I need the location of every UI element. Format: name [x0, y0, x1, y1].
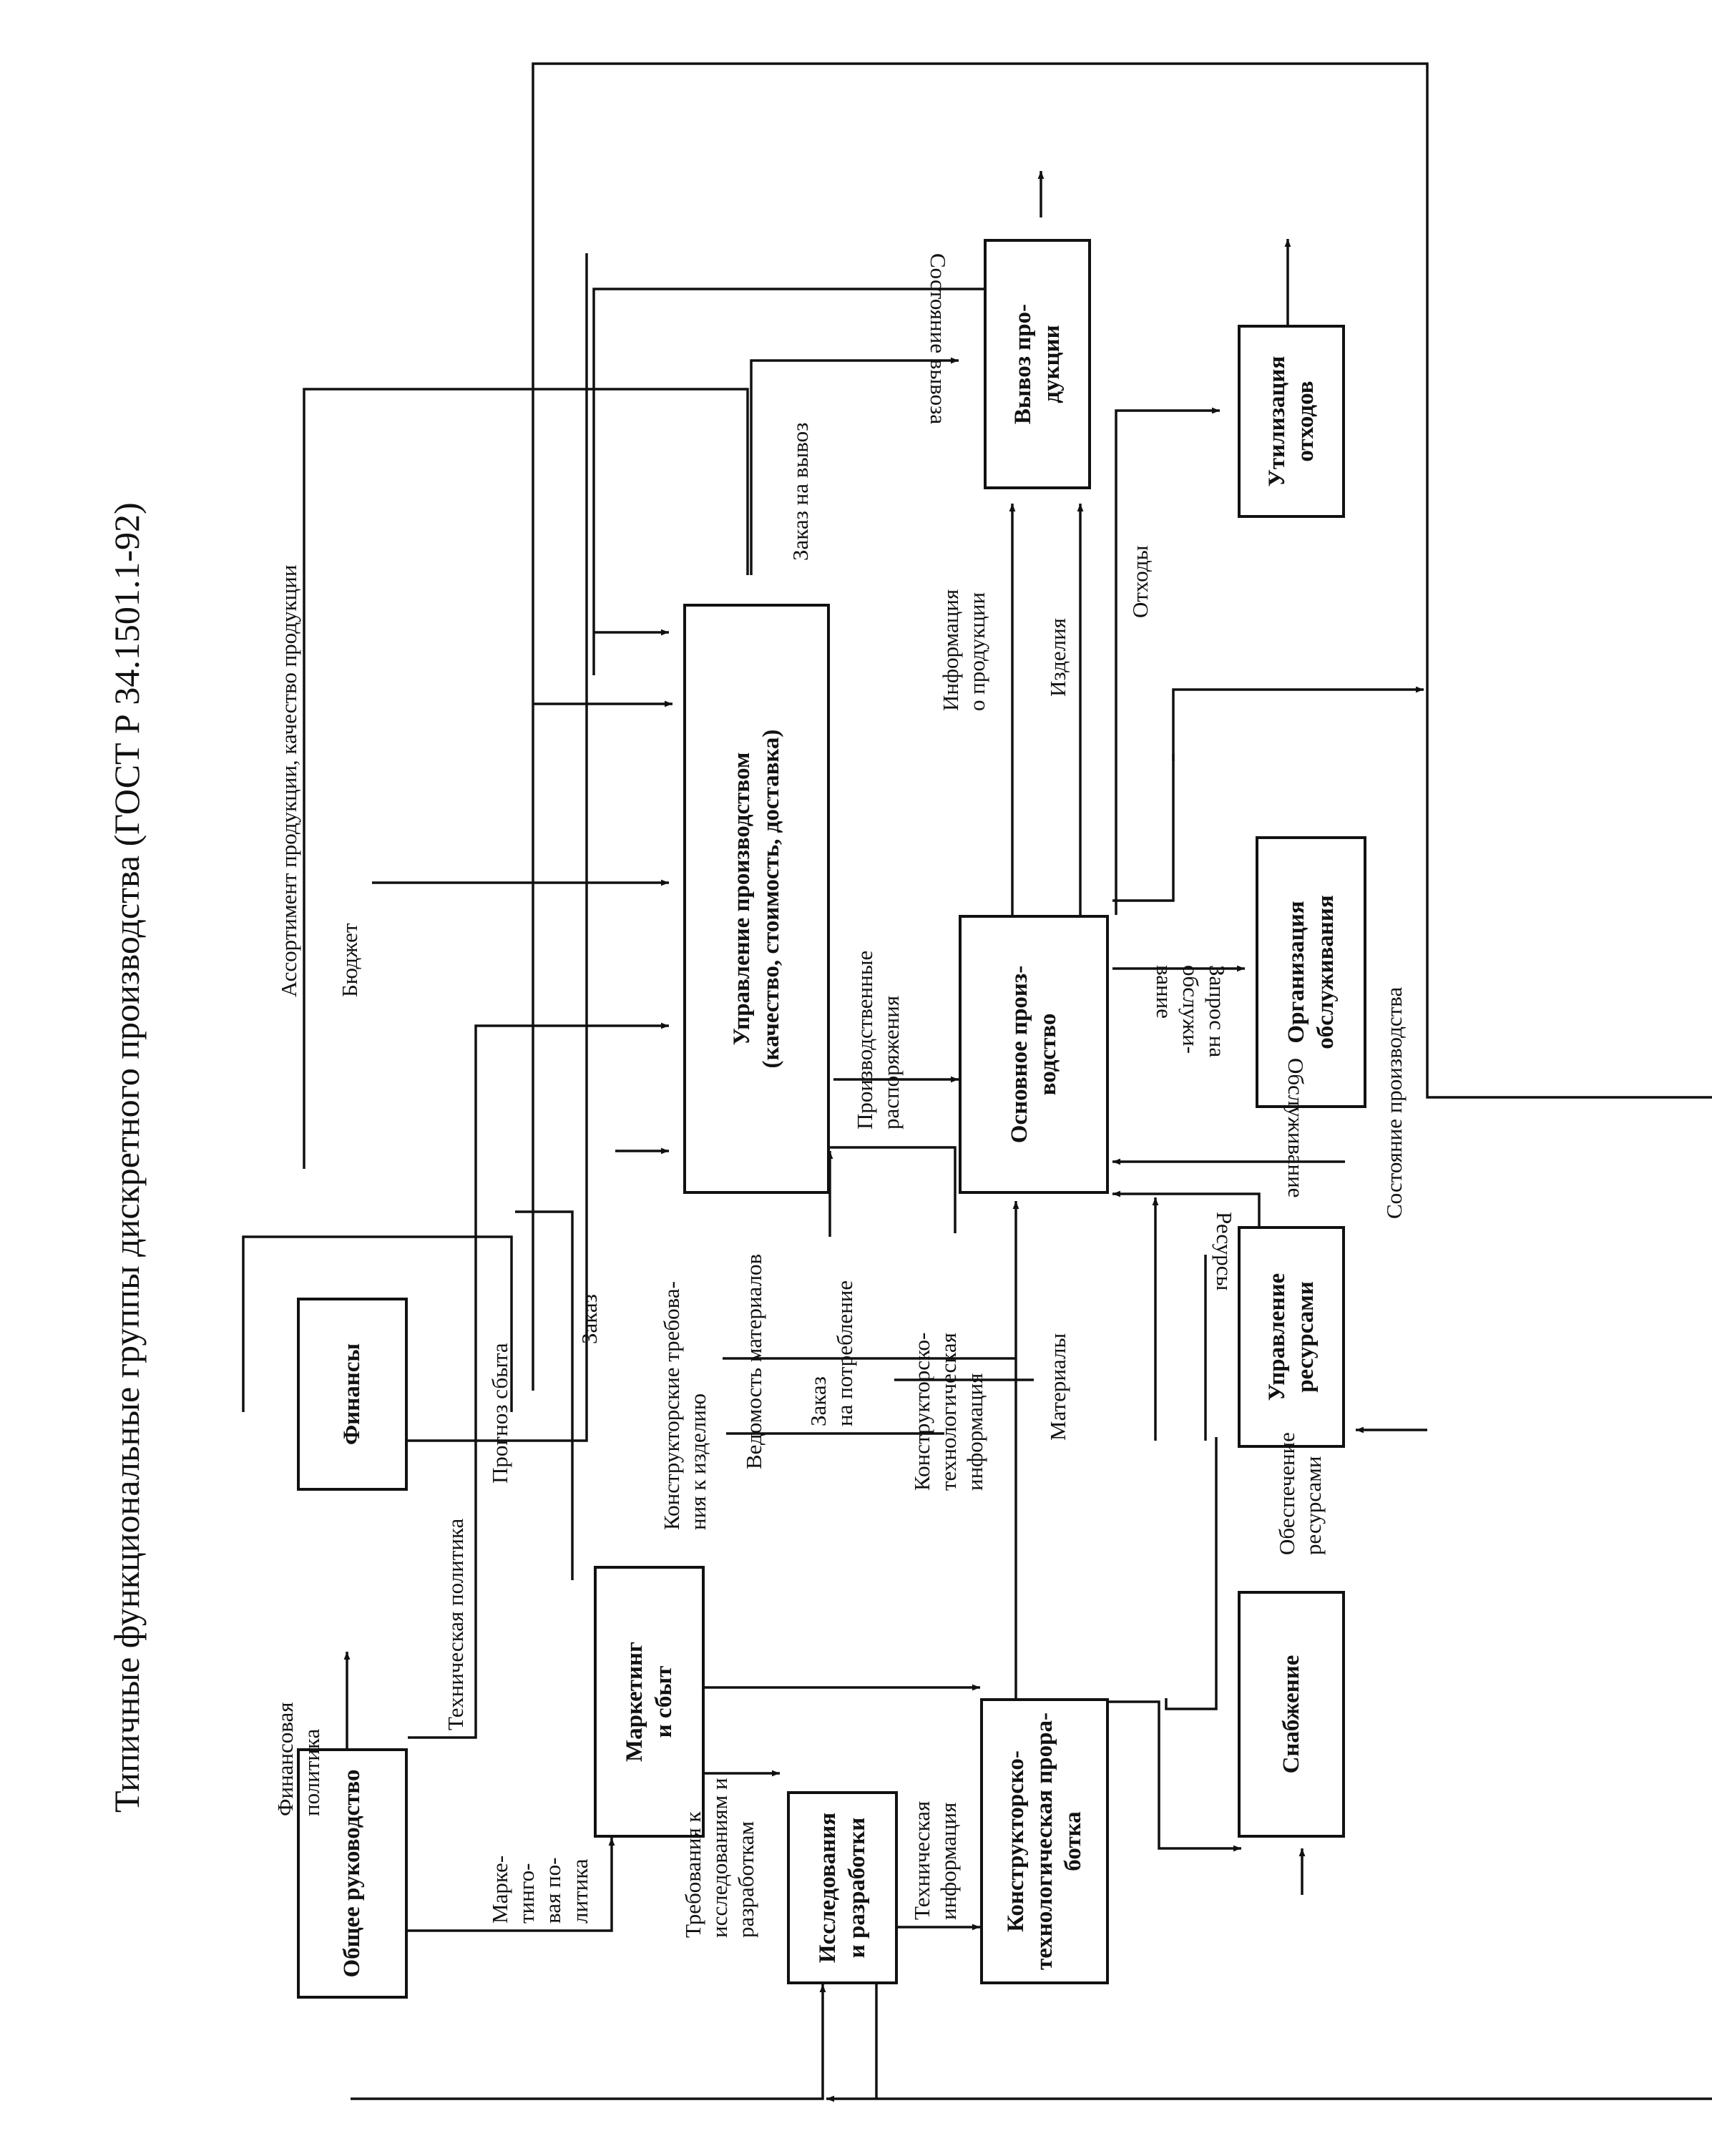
- label-technical-policy: Техническая политика: [443, 1518, 468, 1730]
- label-waste: Отходы: [1128, 545, 1153, 618]
- label-resources: Ресурсы: [1212, 1212, 1237, 1291]
- block-main-production: Основное произ- водство: [959, 915, 1109, 1194]
- label-technical-info: Техническая информация: [909, 1800, 962, 1920]
- label-production-state: Состояние производства: [1381, 986, 1407, 1219]
- block-waste-disposal: Утилизация отходов: [1238, 325, 1345, 518]
- waste-arrow: [1116, 411, 1220, 915]
- label-order: Заказ: [577, 1294, 602, 1344]
- block-service-organization: Организация обслуживания: [1256, 836, 1366, 1108]
- label-research-requirements: Требования к исследованиям и разработкам: [680, 1778, 759, 1938]
- block-shipping: Вывоз про- дукции: [984, 239, 1091, 489]
- diagram-title: Типичные функциональные группы дискретного производства (ГОСТ Р 34.1501.1-92): [107, 502, 147, 1813]
- design-to-supply: [1109, 1702, 1241, 1848]
- label-financial-policy: Финансовая политика: [273, 1702, 325, 1816]
- label-production-orders: Производственные распоряжения: [852, 950, 904, 1130]
- label-service-request: Запрос на обслужи- вание: [1151, 965, 1230, 1058]
- label-shipping-state: Состояние вывоза: [926, 253, 951, 425]
- main-state-arrow: [1173, 690, 1424, 761]
- label-consumption-order: Заказ на потребление: [806, 1280, 858, 1426]
- label-budget: Бюджет: [337, 923, 362, 997]
- label-service: Обслуживание: [1283, 1058, 1309, 1198]
- block-marketing: Маркетинг и сбыт: [594, 1566, 705, 1838]
- label-product-info: Информация о продукции: [938, 589, 990, 711]
- block-supply: Снабжение: [1238, 1591, 1345, 1838]
- label-materials: Материалы: [1045, 1333, 1070, 1441]
- label-sales-forecast: Прогноз сбыта: [487, 1343, 512, 1484]
- label-resource-provision: Обеспечение ресурсами: [1274, 1432, 1326, 1555]
- label-marketing-policy: Марке- тинго- вая по- литика: [487, 1855, 592, 1924]
- label-design-tech-info: Конструкторско- технологическая информация: [909, 1332, 988, 1491]
- main-to-frame: [1112, 754, 1173, 901]
- sales-forecast-line: [515, 1212, 572, 1580]
- block-finance: Финансы: [297, 1298, 408, 1491]
- materials-line: [1166, 1437, 1216, 1709]
- general-to-research: [351, 1984, 823, 2099]
- label-assortment-quality: Ассортимент продукции, качество продукции: [276, 564, 301, 997]
- block-resource-management: Управление ресурсами: [1238, 1226, 1345, 1448]
- block-general-management: Общее руководство: [297, 1748, 408, 1999]
- budget-line: [372, 253, 587, 1441]
- block-research: Исследования и разработки: [787, 1791, 898, 1984]
- assortment-quality-line: [304, 389, 748, 1169]
- label-products: Изделия: [1045, 618, 1070, 697]
- block-production-management: Управление производством (качество, стоимость, доставка): [683, 604, 830, 1194]
- block-design: Конструкторско- технологическая прора- ботка: [980, 1698, 1109, 1984]
- label-design-requirements: Конструкторские требова- ния к изделию: [659, 1281, 711, 1530]
- label-bill-of-materials: Ведомость материалов: [741, 1253, 766, 1469]
- label-shipping-order: Заказ на вывоз: [788, 422, 813, 561]
